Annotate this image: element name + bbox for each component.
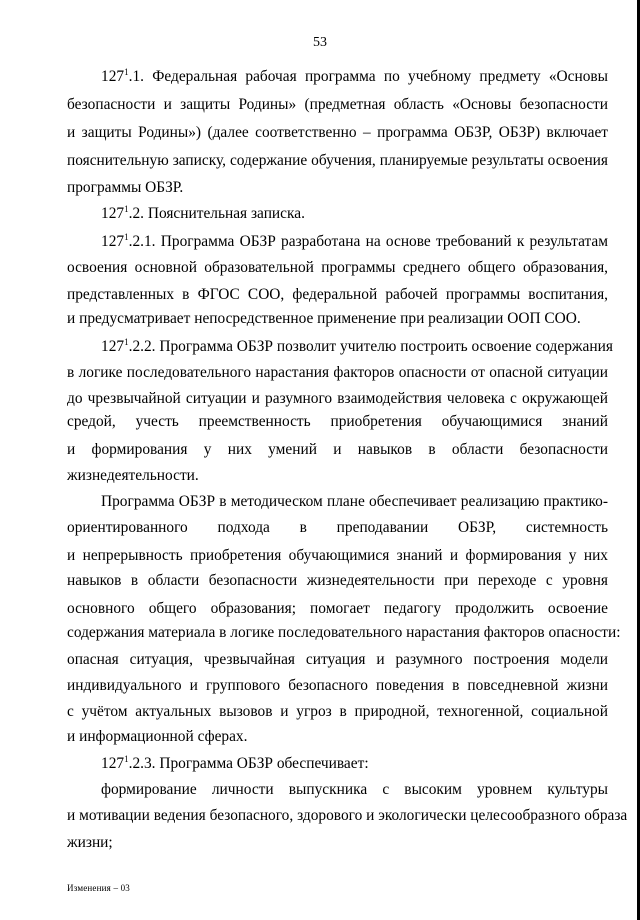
line-text: .2.1. Программа ОБЗР разработана на основе требований к результатам <box>128 233 608 250</box>
text-line: и непрерывность приобретения обучающимися знаний и формирования у них <box>67 547 608 564</box>
text-line: и информационной сферах. <box>67 728 248 745</box>
text-line: представленных в ФГОС СОО, федеральной рабочей программы воспитания, <box>67 286 608 303</box>
superscript: 1 <box>124 66 129 77</box>
text-line: основного общего образования; помогает педагогу продолжить освоение <box>67 600 608 617</box>
text-line: и защиты Родины») (далее соответственно – программа ОБЗР, ОБЗР) включает <box>67 124 608 141</box>
text-line: навыков в области безопасности жизнедеятельности при переходе с уровня <box>67 572 608 589</box>
text-line <box>101 205 305 223</box>
line-text: .1. Федеральная рабочая программа по учебному предмету «Основы <box>128 68 608 85</box>
superscript: 1 <box>124 336 129 347</box>
section-number: 127 <box>101 233 125 250</box>
text-line: средой, учесть преемственность приобретения обучающимися знаний <box>67 413 608 430</box>
text-line: ориентированного подхода в преподавании ОБЗР, системность <box>67 519 608 536</box>
superscript: 1 <box>124 203 129 214</box>
text-line: и мотивации ведения безопасного, здорового и экологически целесообразного образа <box>67 807 628 824</box>
text-line: Программа ОБЗР в методическом плане обеспечивает реализацию практико- <box>101 493 608 510</box>
text-line: освоения основной образовательной программы среднего общего образования, <box>67 259 608 276</box>
text-line: и формирования у них умений и навыков в области безопасности <box>67 441 608 458</box>
section-number: 127 <box>101 205 125 222</box>
section-number: 127 <box>101 338 125 355</box>
text-line: и предусматривает непосредственное применение при реализации ООП СОО. <box>67 310 581 327</box>
section-number: 127 <box>101 68 125 85</box>
line-text: .2.3. Программа ОБЗР обеспечивает: <box>128 755 369 772</box>
line-text: .2. Пояснительная записка. <box>128 205 305 222</box>
text-line: до чрезвычайной ситуации и разумного взаимодействия человека с окружающей <box>67 390 608 407</box>
footer-note: Изменения – 03 <box>67 883 131 893</box>
text-line <box>101 336 613 356</box>
text-line: индивидуального и группового безопасного поведения в повседневной жизни <box>67 677 608 694</box>
text-line: жизнедеятельности. <box>67 467 199 484</box>
text-line <box>101 755 369 773</box>
page-number: 53 <box>313 35 327 50</box>
text-line <box>101 68 608 86</box>
section-number: 127 <box>101 755 125 772</box>
text-line <box>101 233 608 251</box>
text-line: с учётом актуальных вызовов и угроз в природной, техногенной, социальной <box>67 703 608 720</box>
text-line: формирование личности выпускника с высоким уровнем культуры <box>101 781 608 798</box>
text-line: жизни; <box>67 834 113 851</box>
text-line: программы ОБЗР. <box>67 179 184 196</box>
line-text: .2.2. Программа ОБЗР позволит учителю построить освоение содержания <box>128 338 613 355</box>
text-line: в логике последовательного нарастания факторов опасности от опасной ситуации <box>67 364 608 381</box>
text-line: безопасности и защиты Родины» (предметная область «Основы безопасности <box>67 96 608 113</box>
text-line: содержания материала в логике последовательного нарастания факторов опасности: <box>67 624 621 641</box>
superscript: 1 <box>124 753 129 764</box>
superscript: 1 <box>124 231 129 242</box>
text-line: пояснительную записку, содержание обучения, планируемые результаты освоения <box>67 152 608 169</box>
text-line: опасная ситуация, чрезвычайная ситуация и разумного построения модели <box>67 651 608 668</box>
